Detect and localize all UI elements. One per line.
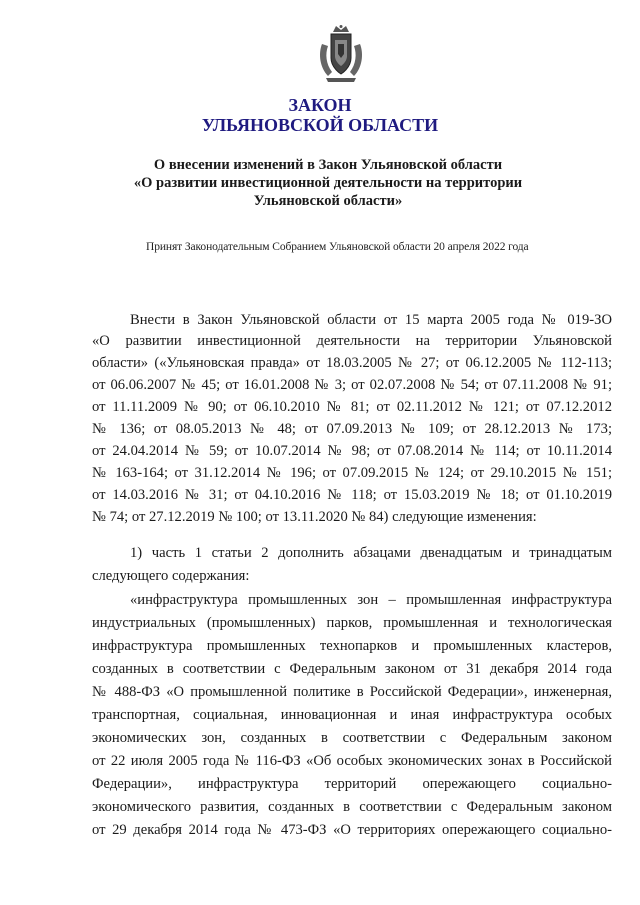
body-line: инфраструктура промышленных технопарков и промышленных кластеров,	[92, 638, 612, 654]
body-line: от 06.06.2007 № 45; от 16.01.2008 № 3; от 02.07.2008 № 54; от 07.11.2008 № 91;	[92, 377, 612, 393]
body-line: экономического развития, созданных в соответствии с Федеральным законом	[92, 799, 612, 815]
ulyanovsk-coat-of-arms-icon	[316, 24, 366, 84]
body-line: № 74; от 27.12.2019 № 100; от 13.11.2020 № 84) следующие изменения:	[92, 509, 537, 525]
law-subject-line-2: «О развитии инвестиционной деятельности на территории	[133, 175, 523, 191]
body-line: 1) часть 1 статьи 2 дополнить абзацами двенадцатым и тринадцатым	[130, 545, 612, 561]
body-line: от 11.11.2009 № 90; от 06.10.2010 № 81; от 02.11.2012 № 121; от 07.12.2012	[92, 399, 612, 415]
law-subject-line-3: Ульяновской области»	[253, 193, 403, 209]
body-line: № 136; от 08.05.2013 № 48; от 07.09.2013 № 109; от 28.12.2013 № 173;	[92, 421, 612, 437]
body-line: экономических зон, созданных в соответствии с Федеральным законом	[92, 730, 612, 746]
body-line: следующего содержания:	[92, 568, 250, 584]
body-line: от 24.04.2014 № 59; от 10.07.2014 № 98; от 07.08.2014 № 114; от 10.11.2014	[92, 443, 612, 459]
body-line: Внести в Закон Ульяновской области от 15 марта 2005 года № 019-ЗО	[130, 312, 612, 328]
body-line: области» («Ульяновская правда» от 18.03.2005 № 27; от 06.12.2005 № 112-113;	[92, 355, 612, 371]
body-line: № 488-ФЗ «О промышленной политике в Российской Федерации», инженерная,	[92, 684, 612, 700]
body-line: транспортная, социальная, инновационная и иная инфраструктура особых	[92, 707, 612, 723]
body-line: от 29 декабря 2014 года № 473-ФЗ «О территориях опережающего социально-	[92, 822, 612, 838]
body-line: созданных в соответствии с Федеральным законом от 31 декабря 2014 года	[92, 661, 612, 677]
law-region-title: УЛЬЯНОВСКОЙ ОБЛАСТИ	[201, 115, 439, 135]
body-line: индустриальных (промышленных) парков, промышленная и технологическая	[92, 615, 612, 631]
law-subject-line-1: О внесении изменений в Закон Ульяновской области	[153, 157, 503, 173]
adoption-note: Принят Законодательным Собранием Ульяновской области 20 апреля 2022 года	[146, 241, 529, 253]
body-line: «инфраструктура промышленных зон – промышленная инфраструктура	[130, 592, 612, 608]
body-line: № 163-164; от 31.12.2014 № 196; от 07.09.2015 № 124; от 29.10.2015 № 151;	[92, 465, 612, 481]
body-line: «О развитии инвестиционной деятельности на территории Ульяновской	[92, 333, 612, 349]
law-title: ЗАКОН	[288, 95, 352, 115]
body-line: от 14.03.2016 № 31; от 04.10.2016 № 118; от 15.03.2019 № 18; от 01.10.2019	[92, 487, 612, 503]
body-line: от 22 июля 2005 года № 116-ФЗ «Об особых экономических зонах в Российской	[92, 753, 612, 769]
body-line: Федерации», инфраструктура территорий опережающего социально-	[92, 776, 612, 792]
